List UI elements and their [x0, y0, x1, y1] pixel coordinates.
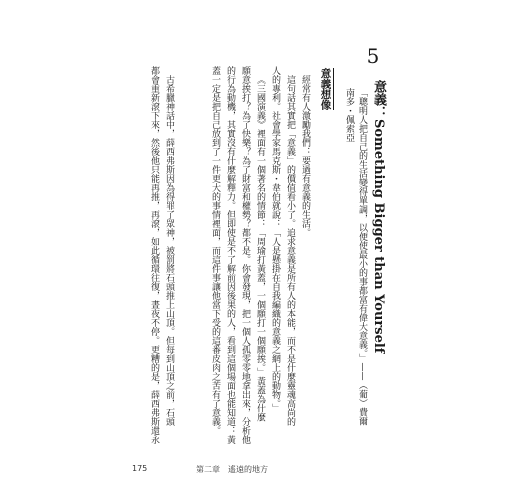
- running-footer: [196, 464, 276, 475]
- body-column: 的行為動機，其實沒有什麼解釋力。但即使是不了解前因後果的人，看到這個場面也能知道：黃: [225, 66, 235, 444]
- body-column: 人的專利。社會學家馬克斯・韋伯就說：「人是懸掛在自我編織的意義之網上的動物。」: [270, 66, 280, 413]
- body-column: 這句話其實把「意義」的價值看小了。追求意義是所有人的本能，而不是什麼靈魂高尚的: [285, 75, 295, 426]
- running-footer-chapter-name: 遙遠的地方: [228, 465, 268, 474]
- body-column: 願意挨打？為了快樂？為了財富和權勢？都不是。你會發現，把一個人孤零零地拿出來，分析他: [240, 66, 250, 444]
- body-column: 經常有人激勵我們：要過有意義的生活。: [300, 75, 310, 237]
- body-column: 《三國演義》裡面有一個著名的情節：「周瑜打黃蓋，一個願打一個願挨。」黃蓋為什麼: [255, 75, 265, 422]
- epigraph-author: 南多・佩索亞: [344, 88, 354, 142]
- page-number: 175: [132, 464, 148, 473]
- chapter-number: 5: [366, 44, 380, 68]
- running-footer-chapter-label: 第二章: [196, 465, 220, 474]
- body-column: 都會重新滾下來，然後他只能再推，再滾，如此循環往復，晝夜不停。更糟的是，薛西弗斯還永: [149, 66, 159, 444]
- chapter-title: 意義：Something Bigger than Yourself: [371, 80, 386, 354]
- section-heading: 意義想像: [319, 68, 332, 110]
- body-column: 古希臘神話中，薛西弗斯因為得罪了眾神，被罰將石頭推上山頂。但每到山頂之前，石頭: [164, 75, 174, 426]
- epigraph-quote: 「聰明人把自己的生活變得單調，以便使最小的事都富有偉大意義。」——（葡）費爾: [357, 88, 367, 426]
- body-column: 蓋一定是把自己放到了一件更大的事情裡面，而這件事讓他當下受的這番皮肉之苦有了意義。: [210, 66, 220, 435]
